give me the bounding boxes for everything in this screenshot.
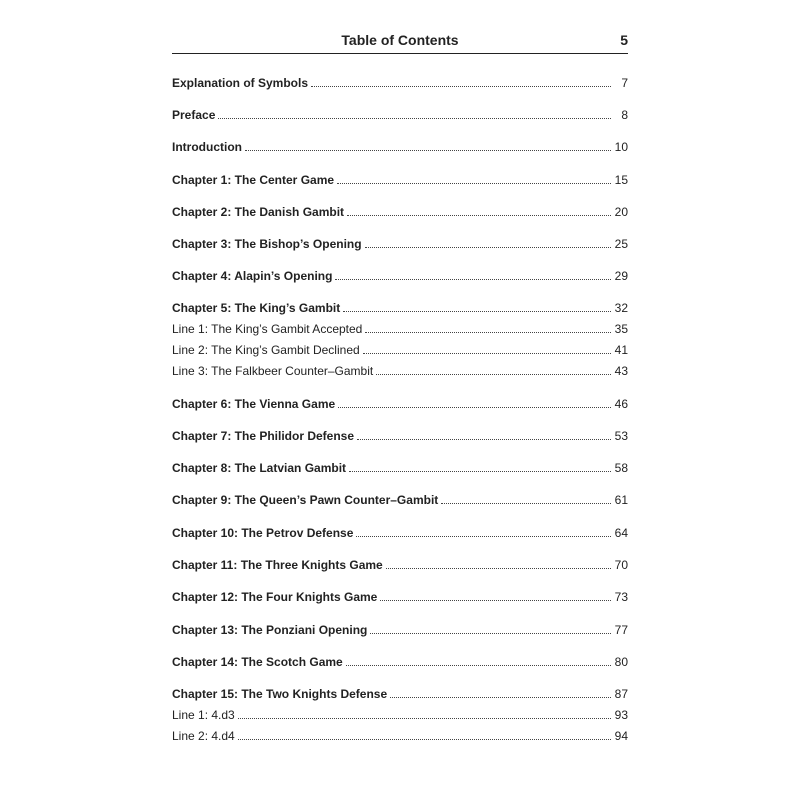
toc-entry-title: Chapter 5: The King’s Gambit xyxy=(172,301,341,315)
toc-entry-title: Line 2: 4.d4 xyxy=(172,729,235,743)
toc-entry-title: Chapter 3: The Bishop’s Opening xyxy=(172,237,362,251)
toc-entry-page: 10 xyxy=(614,140,628,154)
toc-entry[interactable] xyxy=(172,589,628,605)
dot-leader xyxy=(311,85,611,87)
page-title: Table of Contents xyxy=(341,32,459,48)
page-header xyxy=(172,31,628,54)
toc-entry[interactable] xyxy=(172,204,628,220)
dot-leader xyxy=(386,567,611,569)
toc-entry-title: Chapter 8: The Latvian Gambit xyxy=(172,461,347,475)
dot-leader xyxy=(218,117,611,119)
dot-leader xyxy=(338,406,611,408)
toc-entry-page: 32 xyxy=(614,301,628,315)
dot-leader xyxy=(347,214,611,216)
dot-leader xyxy=(343,310,611,312)
toc-entry[interactable] xyxy=(172,268,628,284)
toc-entry-title: Line 3: The Falkbeer Counter–Gambit xyxy=(172,364,374,378)
toc-entry-title: Chapter 12: The Four Knights Game xyxy=(172,590,378,604)
toc-entry-page: 35 xyxy=(614,322,628,336)
toc-entry-title: Preface xyxy=(172,108,216,122)
toc-entry[interactable] xyxy=(172,300,628,316)
toc-entry[interactable] xyxy=(172,75,628,91)
dot-leader xyxy=(363,352,611,354)
toc-entry[interactable] xyxy=(172,236,628,252)
toc-subentry[interactable] xyxy=(172,342,628,358)
toc-entry-page: 53 xyxy=(614,429,628,443)
toc-entry[interactable] xyxy=(172,460,628,476)
dot-leader xyxy=(346,664,611,666)
dot-leader xyxy=(370,632,611,634)
toc-entry-title: Chapter 14: The Scotch Game xyxy=(172,655,343,669)
toc-entry-page: 70 xyxy=(614,558,628,572)
toc-entry-page: 87 xyxy=(614,687,628,701)
toc-entry-title: Line 2: The King’s Gambit Declined xyxy=(172,343,360,357)
toc-entry-title: Chapter 15: The Two Knights Defense xyxy=(172,687,388,701)
dot-leader xyxy=(356,535,611,537)
toc-entry-title: Chapter 13: The Ponziani Opening xyxy=(172,623,368,637)
toc-entry-title: Chapter 9: The Queen’s Pawn Counter–Gambit xyxy=(172,493,439,507)
toc-entry-title: Chapter 6: The Vienna Game xyxy=(172,397,336,411)
toc-entry-page: 8 xyxy=(621,108,628,122)
dot-leader xyxy=(349,470,611,472)
toc-entry[interactable] xyxy=(172,557,628,573)
toc-entry-page: 93 xyxy=(614,708,628,722)
dot-leader xyxy=(335,278,611,280)
toc-entry-title: Chapter 10: The Petrov Defense xyxy=(172,526,354,540)
toc-entry-title: Explanation of Symbols xyxy=(172,76,309,90)
toc-entry-page: 64 xyxy=(614,526,628,540)
toc-entry-title: Chapter 1: The Center Game xyxy=(172,173,335,187)
toc-subentry[interactable] xyxy=(172,321,628,337)
toc-entry[interactable] xyxy=(172,107,628,123)
toc-subentry[interactable] xyxy=(172,363,628,379)
dot-leader xyxy=(441,502,611,504)
toc-entry-page: 58 xyxy=(614,461,628,475)
toc-subentry[interactable] xyxy=(172,707,628,723)
toc-entry-page: 61 xyxy=(614,493,628,507)
dot-leader xyxy=(238,717,611,719)
toc-entry-title: Line 1: 4.d3 xyxy=(172,708,235,722)
toc-entry-page: 29 xyxy=(614,269,628,283)
toc-entry-title: Line 1: The King’s Gambit Accepted xyxy=(172,322,363,336)
toc-entry[interactable] xyxy=(172,622,628,638)
dot-leader xyxy=(238,738,611,740)
toc-entry-title: Chapter 2: The Danish Gambit xyxy=(172,205,345,219)
toc-entry-page: 15 xyxy=(614,173,628,187)
toc-entry-title: Chapter 11: The Three Knights Game xyxy=(172,558,383,572)
toc-entry-title: Chapter 4: Alapin’s Opening xyxy=(172,269,333,283)
toc-entry[interactable] xyxy=(172,654,628,670)
toc-entry[interactable] xyxy=(172,139,628,155)
toc-entry-page: 7 xyxy=(621,76,628,90)
toc-entry-title: Chapter 7: The Philidor Defense xyxy=(172,429,355,443)
toc-entry[interactable] xyxy=(172,525,628,541)
toc-entry-title: Introduction xyxy=(172,140,242,154)
toc-entry-page: 20 xyxy=(614,205,628,219)
toc-entry-page: 25 xyxy=(614,237,628,251)
toc-entry[interactable] xyxy=(172,396,628,412)
dot-leader xyxy=(245,149,611,151)
dot-leader xyxy=(337,182,611,184)
toc-entry-page: 46 xyxy=(614,397,628,411)
toc-entry[interactable] xyxy=(172,172,628,188)
dot-leader xyxy=(357,438,611,440)
toc-entry-page: 80 xyxy=(614,655,628,669)
toc-entry-page: 94 xyxy=(614,729,628,743)
book-page xyxy=(172,0,628,800)
dot-leader xyxy=(390,696,611,698)
toc-entry[interactable] xyxy=(172,428,628,444)
toc-entry-page: 43 xyxy=(614,364,628,378)
toc-entry[interactable] xyxy=(172,686,628,702)
page-number: 5 xyxy=(620,32,628,48)
toc-entry-page: 73 xyxy=(614,590,628,604)
toc-entry[interactable] xyxy=(172,492,628,508)
toc-subentry[interactable] xyxy=(172,728,628,744)
toc-entry-page: 41 xyxy=(614,343,628,357)
dot-leader xyxy=(365,331,611,333)
dot-leader xyxy=(365,246,611,248)
toc-entry-page: 77 xyxy=(614,623,628,637)
dot-leader xyxy=(376,373,611,375)
dot-leader xyxy=(380,599,611,601)
